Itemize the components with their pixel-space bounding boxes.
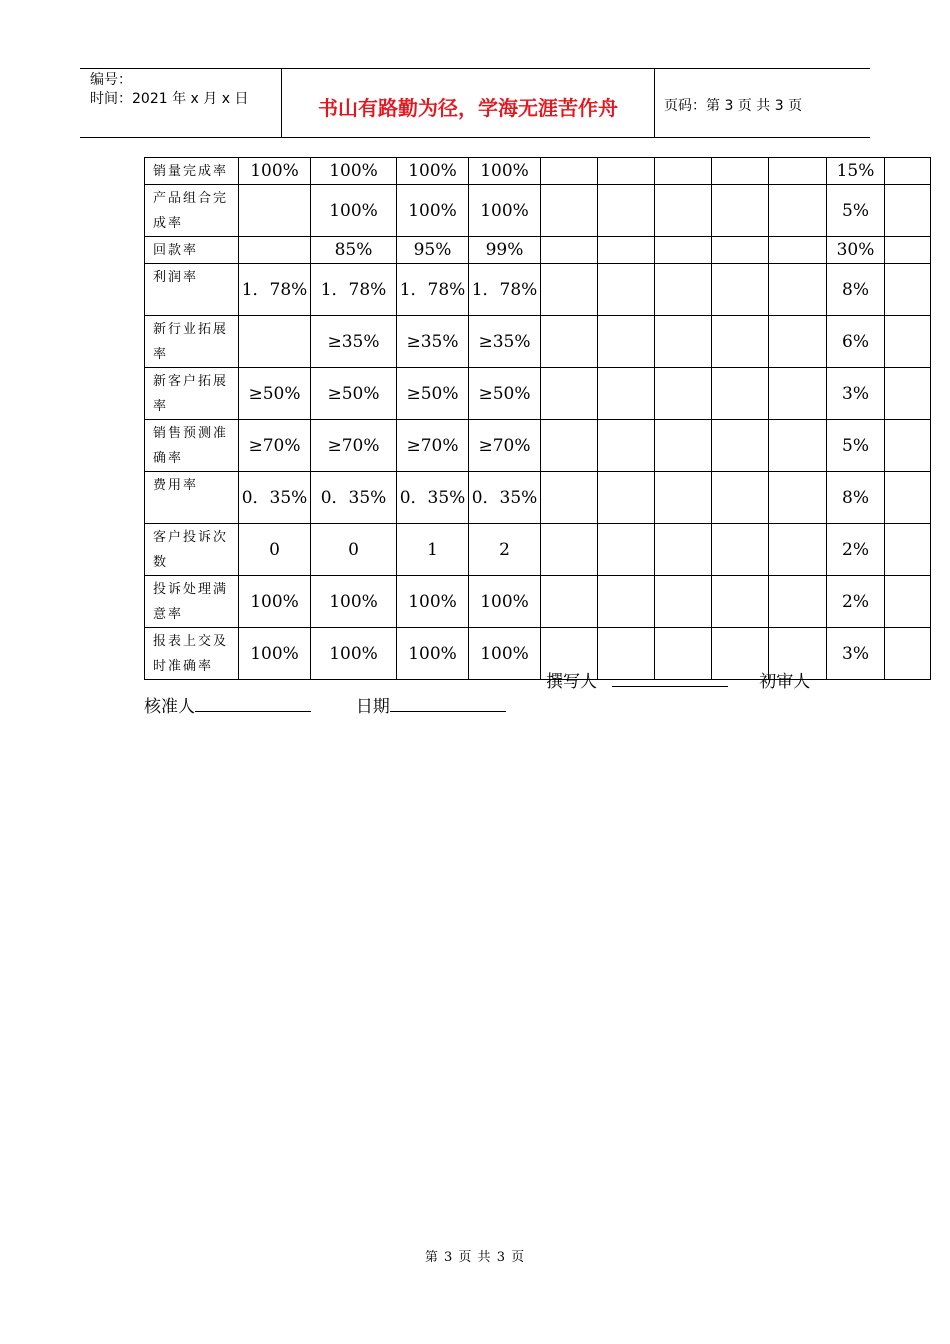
table-cell: [541, 420, 598, 472]
table-cell: 0: [311, 524, 397, 576]
table-row: [145, 420, 931, 472]
table-row: [145, 368, 931, 420]
table-cell: ≥70%: [239, 420, 311, 472]
table-cell: 85%: [311, 237, 397, 264]
table-cell: 0．35%: [311, 472, 397, 524]
table-cell: [712, 420, 769, 472]
table-cell: 0．35%: [239, 472, 311, 524]
table-cell: ≥70%: [469, 420, 541, 472]
header-time: 时间：2021 年 x 月 x 日: [90, 91, 249, 107]
table-row: [145, 524, 931, 576]
table-cell: [598, 368, 655, 420]
table-cell: [541, 264, 598, 316]
table-cell: [712, 368, 769, 420]
row-label: 报表上交及时准确率: [145, 628, 239, 680]
table-cell: 100%: [239, 576, 311, 628]
table-cell: [598, 264, 655, 316]
table-cell: [655, 264, 712, 316]
table-cell: [598, 237, 655, 264]
table-cell: [769, 368, 827, 420]
table-cell: [655, 524, 712, 576]
signature-line-writer-reviewer: [546, 667, 810, 692]
table-cell: [769, 237, 827, 264]
table-cell: [712, 185, 769, 237]
date-blank[interactable]: [390, 693, 506, 712]
weight-cell: 3%: [827, 368, 885, 420]
table-cell: [598, 472, 655, 524]
table-cell: 95%: [397, 237, 469, 264]
table-cell: 2: [469, 524, 541, 576]
table-cell: ≥35%: [469, 316, 541, 368]
table-cell: [769, 158, 827, 185]
weight-cell: 2%: [827, 576, 885, 628]
table-cell: [769, 472, 827, 524]
table-cell: [769, 316, 827, 368]
kpi-table: [144, 157, 931, 680]
table-cell: [712, 524, 769, 576]
table-cell: [655, 576, 712, 628]
table-cell: 1．78%: [239, 264, 311, 316]
table-cell: [541, 472, 598, 524]
approver-label: 核准人: [144, 697, 195, 717]
row-label: 回款率: [145, 237, 239, 264]
table-cell: 100%: [397, 576, 469, 628]
row-label: 新客户拓展率: [145, 368, 239, 420]
table-cell: [655, 316, 712, 368]
table-cell: ≥50%: [469, 368, 541, 420]
table-cell: [541, 158, 598, 185]
table-cell: [598, 420, 655, 472]
weight-cell: 3%: [827, 628, 885, 680]
kpi-table-body: [145, 158, 931, 680]
table-cell: [769, 420, 827, 472]
table-cell: [655, 237, 712, 264]
weight-cell: 5%: [827, 185, 885, 237]
table-cell: [885, 158, 931, 185]
row-label: 投诉处理满意率: [145, 576, 239, 628]
table-cell: [541, 185, 598, 237]
table-cell: 100%: [469, 628, 541, 680]
table-cell: [541, 576, 598, 628]
table-cell: 100%: [311, 576, 397, 628]
weight-cell: 8%: [827, 264, 885, 316]
page-header: [80, 68, 870, 138]
header-meta: [90, 71, 280, 109]
signature-line-approver-date: [144, 692, 506, 717]
weight-cell: 30%: [827, 237, 885, 264]
table-cell: [885, 420, 931, 472]
table-row: [145, 158, 931, 185]
table-cell: [885, 524, 931, 576]
table-cell: [885, 576, 931, 628]
table-cell: [239, 316, 311, 368]
table-cell: [541, 316, 598, 368]
table-cell: [885, 237, 931, 264]
table-cell: 100%: [311, 628, 397, 680]
table-cell: [885, 264, 931, 316]
table-cell: [655, 472, 712, 524]
table-row: [145, 576, 931, 628]
table-cell: [712, 576, 769, 628]
table-cell: 1．78%: [397, 264, 469, 316]
approver-blank[interactable]: [195, 693, 311, 712]
table-row: [145, 316, 931, 368]
table-cell: 100%: [311, 185, 397, 237]
weight-cell: 6%: [827, 316, 885, 368]
table-cell: [598, 576, 655, 628]
table-row: [145, 628, 931, 680]
table-cell: 1．78%: [469, 264, 541, 316]
table-cell: [885, 368, 931, 420]
table-cell: 100%: [397, 628, 469, 680]
table-cell: ≥35%: [397, 316, 469, 368]
reviewer-label: 初审人: [759, 672, 811, 692]
table-cell: [885, 185, 931, 237]
table-row: [145, 185, 931, 237]
table-cell: [769, 185, 827, 237]
row-label: 费用率: [145, 472, 239, 524]
table-cell: [598, 185, 655, 237]
table-cell: [541, 524, 598, 576]
table-cell: [712, 158, 769, 185]
table-cell: ≥50%: [239, 368, 311, 420]
table-row: [145, 264, 931, 316]
table-cell: [239, 237, 311, 264]
table-cell: [885, 472, 931, 524]
writer-label: 撰写人: [546, 672, 597, 692]
table-cell: ≥70%: [397, 420, 469, 472]
table-cell: [541, 237, 598, 264]
table-cell: 1: [397, 524, 469, 576]
table-cell: 0．35%: [469, 472, 541, 524]
header-page-info: 页码：第 3 页 共 3 页: [664, 98, 803, 114]
page-footer: 第 3 页 共 3 页: [424, 1250, 526, 1265]
row-label: 产品组合完成率: [145, 185, 239, 237]
table-cell: [655, 420, 712, 472]
table-cell: [239, 185, 311, 237]
row-label: 客户投诉次数: [145, 524, 239, 576]
table-cell: [712, 316, 769, 368]
table-cell: [712, 264, 769, 316]
date-label: 日期: [355, 697, 390, 717]
table-cell: ≥50%: [311, 368, 397, 420]
table-cell: [769, 524, 827, 576]
table-cell: [655, 368, 712, 420]
table-cell: [769, 264, 827, 316]
table-cell: ≥70%: [311, 420, 397, 472]
table-row: [145, 472, 931, 524]
row-label: 新行业拓展率: [145, 316, 239, 368]
table-cell: 99%: [469, 237, 541, 264]
table-cell: [885, 316, 931, 368]
table-cell: [655, 158, 712, 185]
table-cell: 100%: [239, 628, 311, 680]
table-cell: 100%: [239, 158, 311, 185]
table-cell: ≥50%: [397, 368, 469, 420]
table-cell: 100%: [397, 185, 469, 237]
row-label: 销量完成率: [145, 158, 239, 185]
weight-cell: 2%: [827, 524, 885, 576]
table-cell: [769, 576, 827, 628]
table-cell: [712, 237, 769, 264]
table-cell: [655, 185, 712, 237]
table-cell: [598, 158, 655, 185]
header-number: 编号：: [90, 72, 132, 88]
table-cell: 0．35%: [397, 472, 469, 524]
table-cell: [712, 472, 769, 524]
table-cell: ≥35%: [311, 316, 397, 368]
table-cell: [885, 628, 931, 680]
table-cell: [598, 524, 655, 576]
weight-cell: 5%: [827, 420, 885, 472]
row-label: 利润率: [145, 264, 239, 316]
table-cell: 100%: [469, 576, 541, 628]
table-cell: 0: [239, 524, 311, 576]
writer-blank[interactable]: [612, 668, 728, 687]
table-cell: [598, 316, 655, 368]
header-motto: 书山有路勤为径，学海无涯苦作舟: [318, 95, 618, 120]
weight-cell: 15%: [827, 158, 885, 185]
weight-cell: 8%: [827, 472, 885, 524]
table-cell: 1．78%: [311, 264, 397, 316]
table-row: [145, 237, 931, 264]
row-label: 销售预测准确率: [145, 420, 239, 472]
header-divider: [654, 69, 655, 137]
table-cell: [541, 368, 598, 420]
table-cell: 100%: [311, 158, 397, 185]
table-cell: 100%: [469, 185, 541, 237]
table-cell: 100%: [469, 158, 541, 185]
table-cell: 100%: [397, 158, 469, 185]
